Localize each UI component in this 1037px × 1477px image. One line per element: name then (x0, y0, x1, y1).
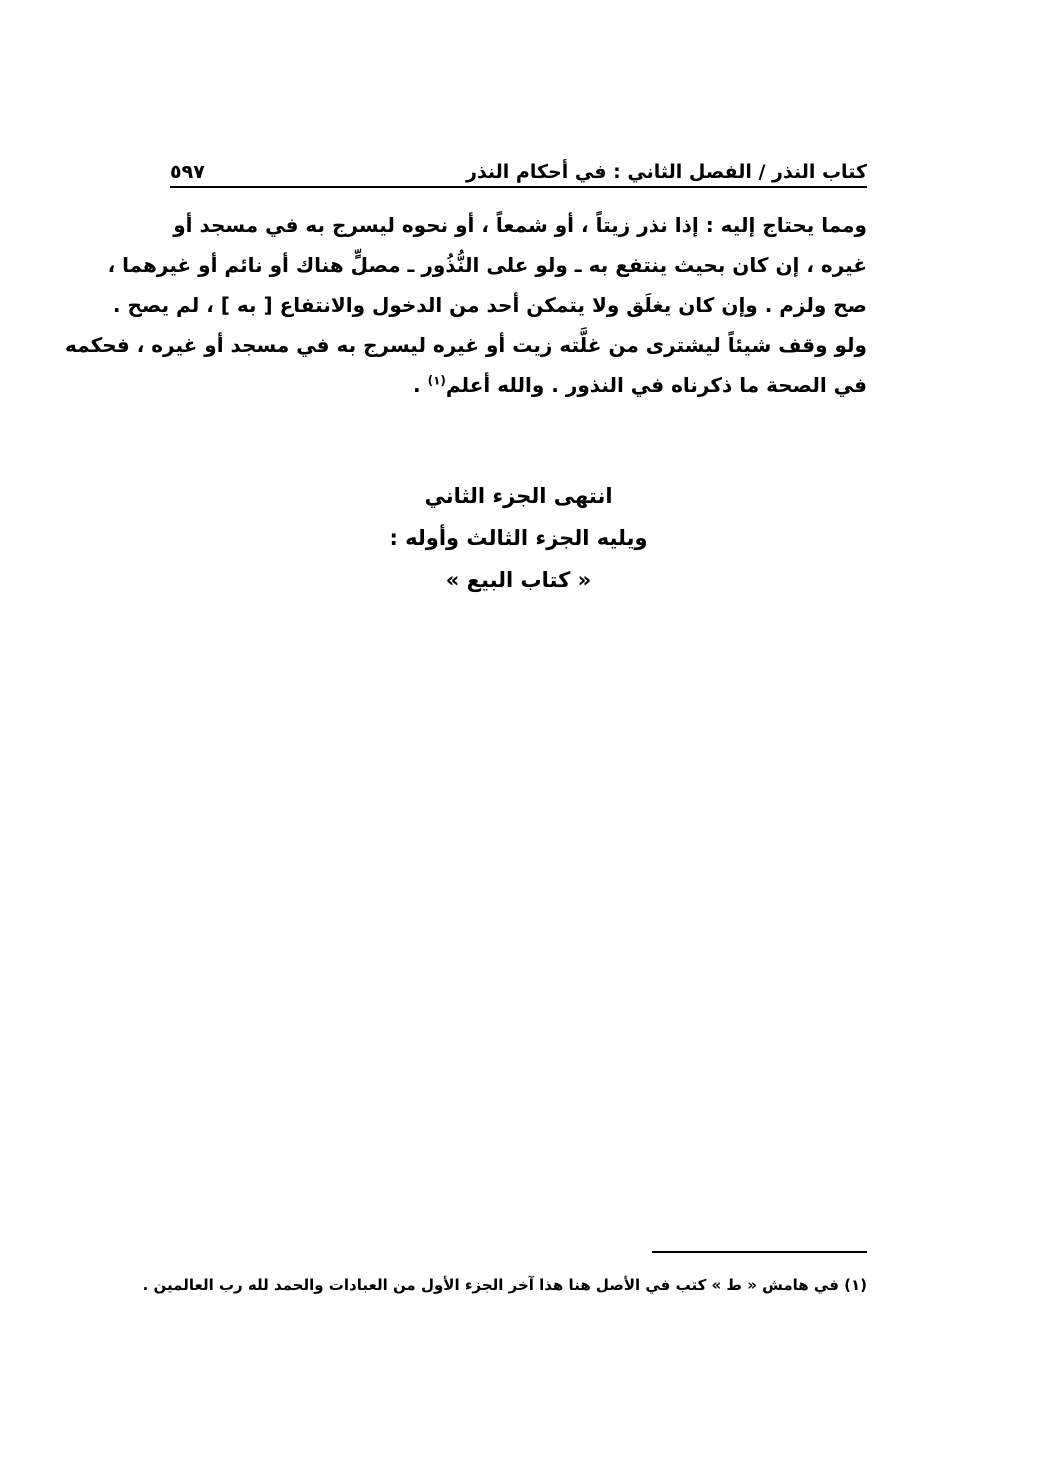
body-line: ولو وقف شيئاً ليشترى من غلَّته زيت أو غيره ليسرج به في مسجد أو غيره ، فحكمه (65, 333, 867, 357)
closing-line-1: انتهى الجزء الثاني (424, 484, 613, 508)
body-line: صح ولزم . وإن كان يغلَق ولا يتمكن أحد من الدخول والانتفاع [ به ] ، لم يصح . (112, 293, 867, 317)
body-line: ومما يحتاج إليه : إذا نذر زيتاً ، أو شمعاً ، أو نحوه ليسرج به في مسجد أو (173, 213, 867, 237)
volume-closing (170, 475, 867, 601)
closing-line-2: ويليه الجزء الثالث وأوله : (389, 526, 648, 550)
page-number: ٥٩٧ (170, 161, 205, 183)
body-line-last (170, 365, 867, 405)
body-line: غيره ، إن كان بحيث ينتفع به ـ ولو على النُّذُور ـ مصلٍّ هناك أو نائم أو غيرهما ، (107, 253, 867, 277)
header-title: كتاب النذر / الفصل الثاني : في أحكام النذر (466, 161, 867, 183)
body-line: في الصحة ما ذكرناه في النذور . والله أعلم (445, 373, 867, 397)
header-rule (170, 186, 867, 188)
footnote (142, 1270, 867, 1300)
body-paragraph (65, 205, 867, 405)
footnote-marker: (١) (844, 1276, 867, 1294)
footnote-rule (652, 1251, 867, 1253)
closing-line-3: « كتاب البيع » (445, 568, 592, 592)
footnote-reference: (١) (427, 373, 446, 388)
running-header (170, 145, 867, 183)
footnote-text: في هامش « ط » كتب في الأصل هنا هذا آخر الجزء الأول من العبادات والحمد لله رب العالمين . (142, 1276, 839, 1294)
body-line-end: . (413, 373, 428, 397)
